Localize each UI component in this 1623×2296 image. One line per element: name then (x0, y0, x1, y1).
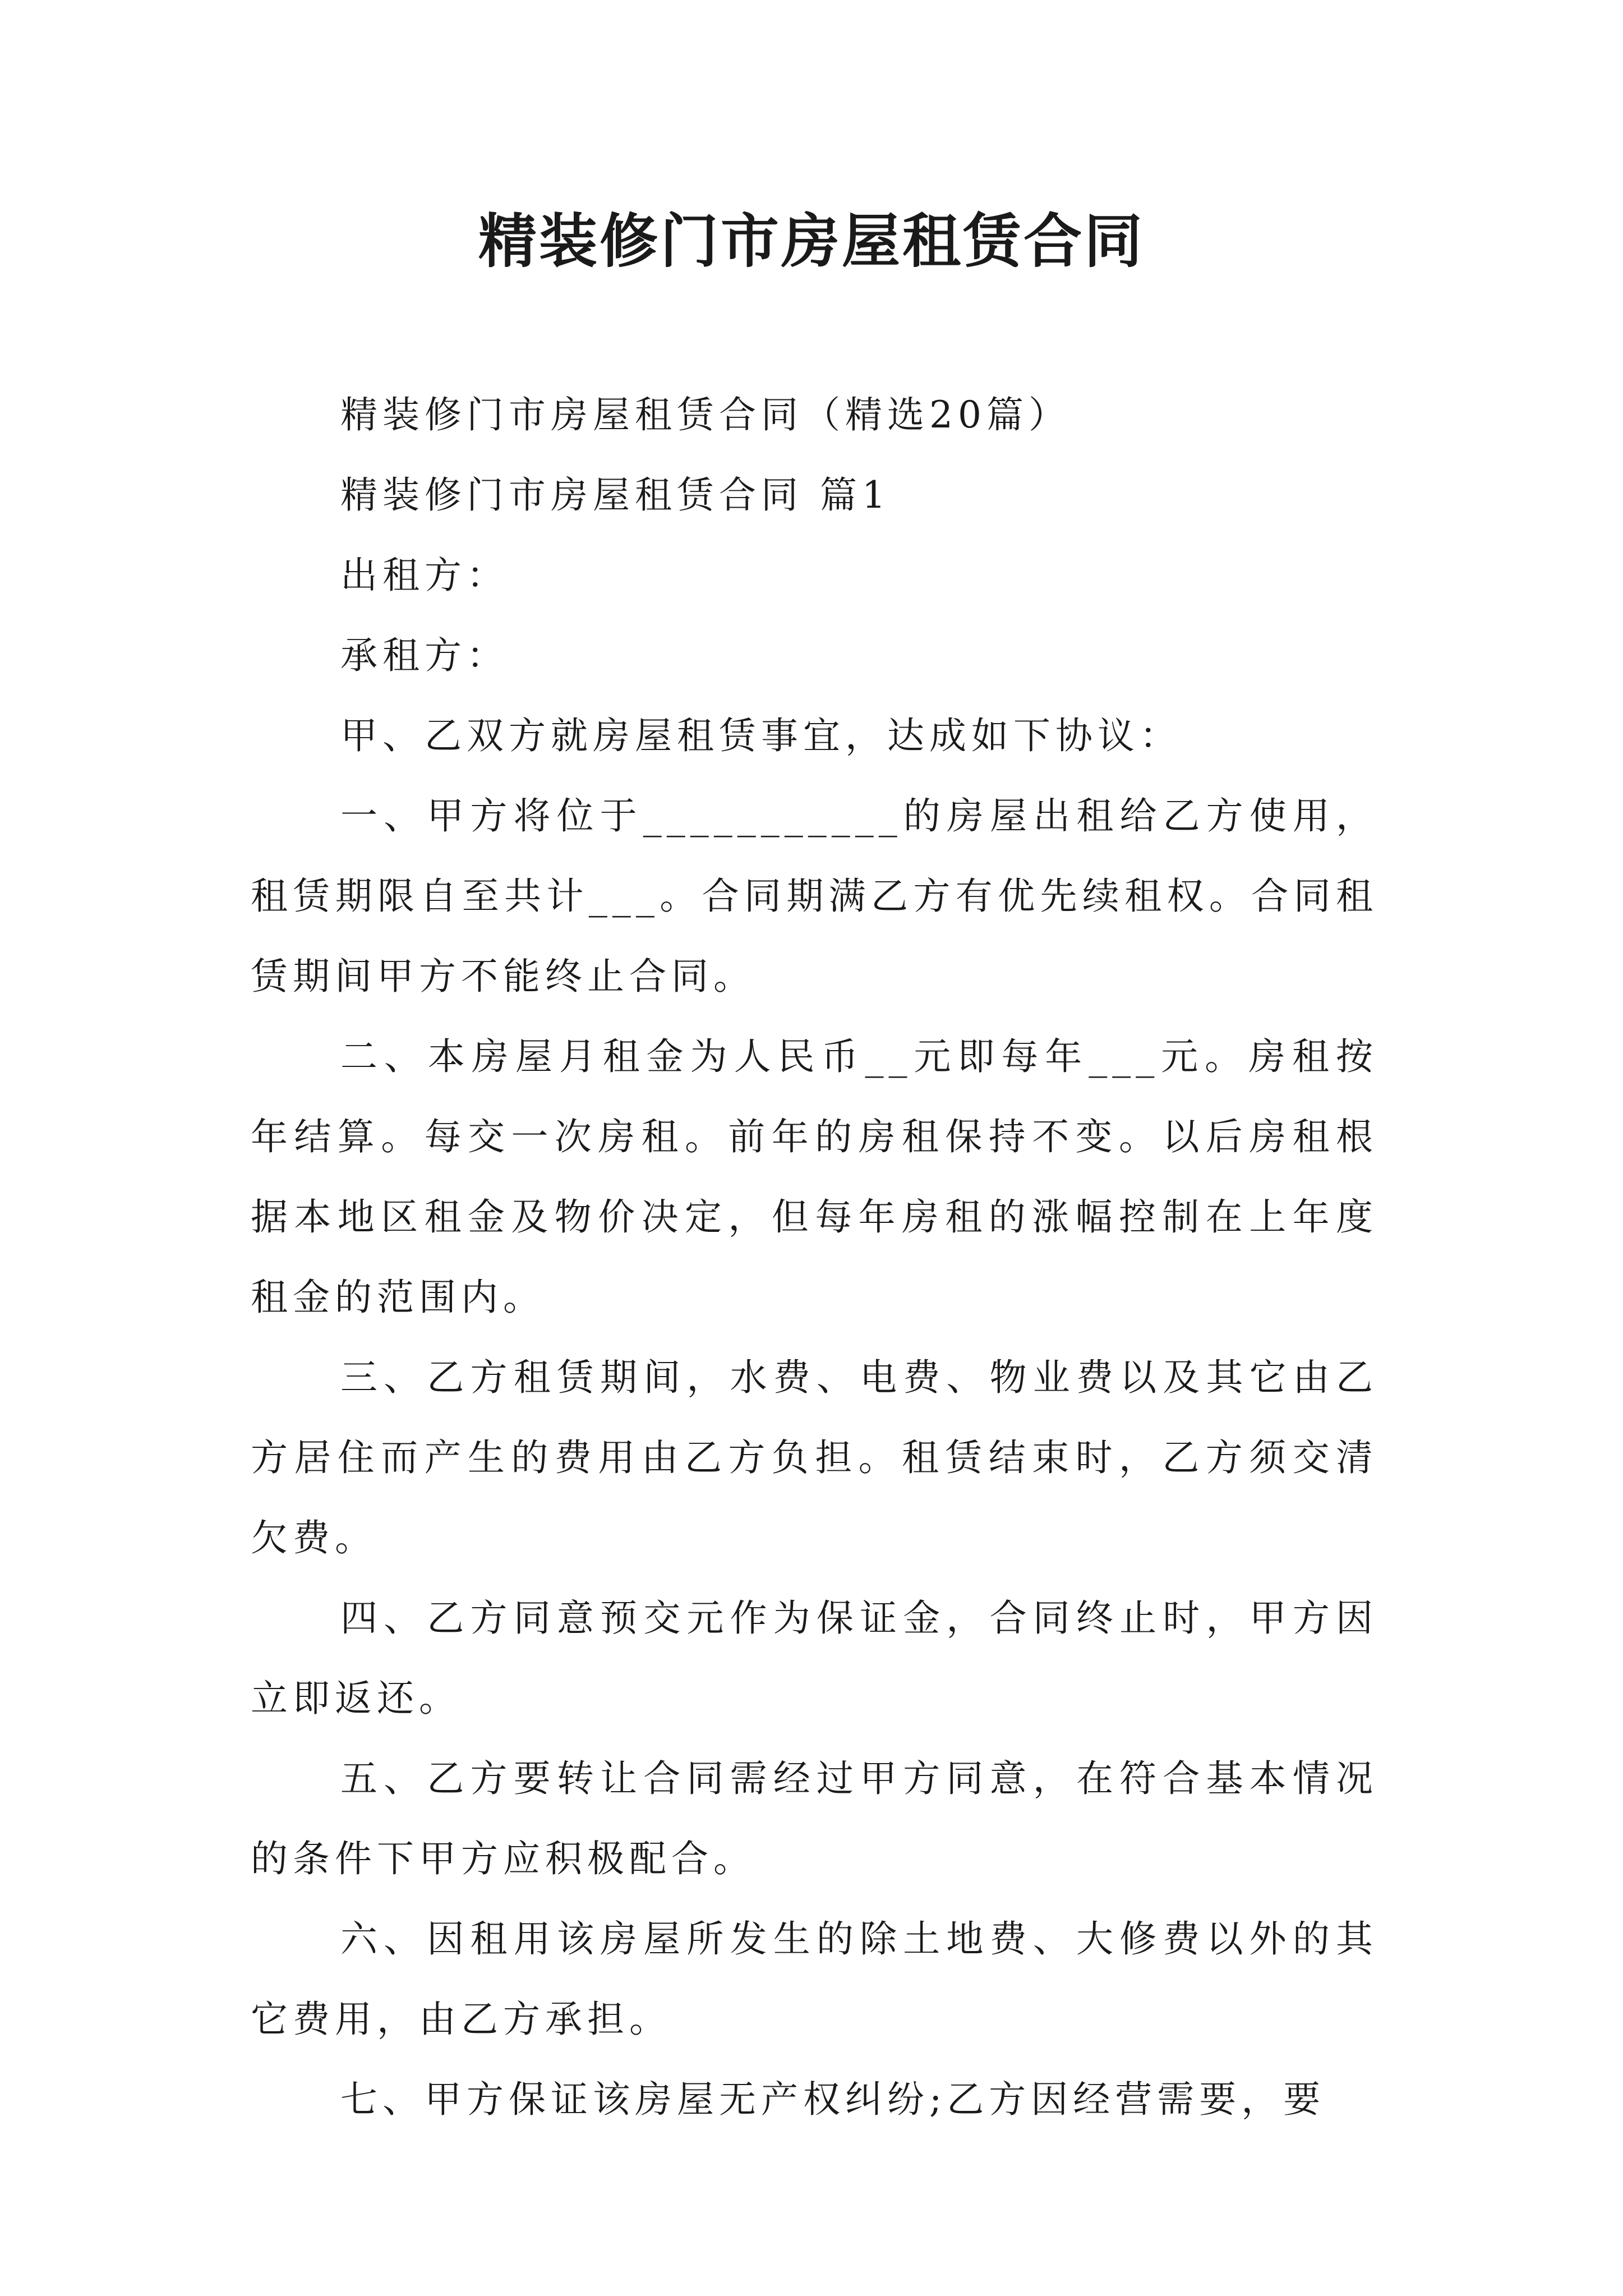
agreement-intro: 甲、乙双方就房屋租赁事宜，达成如下协议： (340, 714, 1182, 757)
document-body (251, 375, 1378, 2139)
clause-4: 四、乙方同意预交元作为保证金，合同终止时，甲方因立即返还。 (251, 1596, 1378, 1720)
section-heading: 精装修门市房屋租赁合同 篇1 (340, 473, 891, 517)
lessor-line: 出租方： (340, 554, 509, 597)
clause-6: 六、因租用该房屋所发生的除土地费、大修费以外的其它费用，由乙方承担。 (251, 1917, 1378, 2041)
clause-5: 五、乙方要转让合同需经过甲方同意，在符合基本情况的条件下甲方应积极配合。 (251, 1757, 1378, 1880)
subtitle-line: 精装修门市房屋租赁合同（精选20篇） (340, 393, 1071, 436)
lessee-line: 承租方： (340, 634, 509, 677)
clause-7: 七、甲方保证该房屋无产权纠纷;乙方因经营需要，要 (340, 2078, 1326, 2121)
document-title: 精装修门市房屋租赁合同 (478, 206, 1145, 275)
clause-3: 三、乙方租赁期间，水费、电费、物业费以及其它由乙方居住而产生的费用由乙方负担。租赁结束时，乙方须交清欠费。 (251, 1356, 1378, 1559)
clause-1: 一、甲方将位于___________的房屋出租给乙方使用，租赁期限自至共计___。合同期满乙方有优先续租权。合同租赁期间甲方不能终止合同。 (251, 794, 1378, 998)
clause-2: 二、本房屋月租金为人民币__元即每年___元。房租按年结算。每交一次房租。前年的房租保持不变。以后房租根据本地区租金及物价决定，但每年房租的涨幅控制在上年度租金的范围内。 (251, 1035, 1378, 1319)
